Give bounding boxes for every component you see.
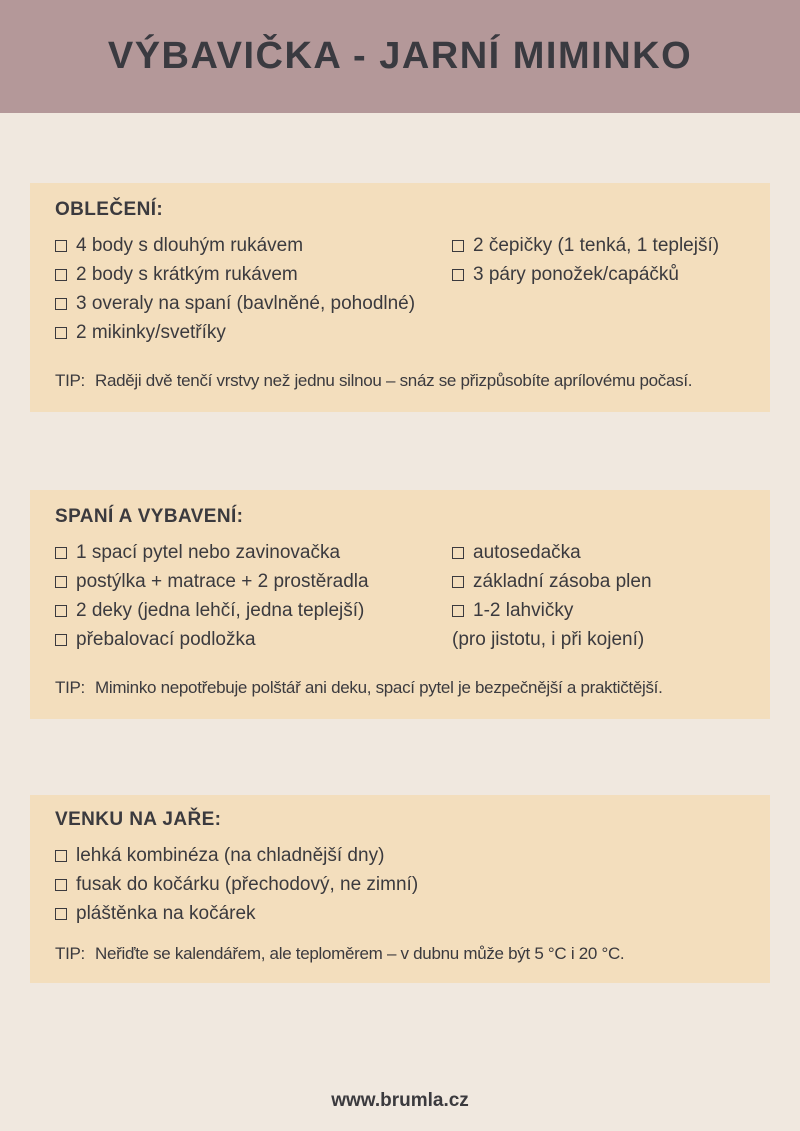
checkbox-icon[interactable] xyxy=(55,634,67,646)
item-label: pláštěnka na kočárek xyxy=(76,903,256,924)
item-label: 2 mikinky/svetříky xyxy=(76,322,226,343)
checkbox-icon[interactable] xyxy=(55,879,67,891)
tip-body: Miminko nepotřebuje polštář ani deku, spací pytel je bezpečnější a praktičtější. xyxy=(94,678,663,697)
item-label: autosedačka xyxy=(473,542,581,563)
page-title: VÝBAVIČKA - JARNÍ MIMINKO xyxy=(107,35,693,77)
section-heading: SPANÍ A VYBAVENÍ: xyxy=(55,506,244,527)
checklist-columns xyxy=(55,538,745,654)
tip-text xyxy=(55,368,745,394)
checklist-item xyxy=(452,231,745,260)
checklist-item xyxy=(55,567,452,596)
section-card-sleep-equipment xyxy=(30,490,770,719)
website-url: www.brumla.cz xyxy=(331,1090,469,1111)
checklist-item xyxy=(55,538,452,567)
tip-label: TIP: xyxy=(55,678,85,697)
checklist-column-right xyxy=(452,538,745,654)
checklist-item xyxy=(55,231,452,260)
item-label: 3 páry ponožek/capáčků xyxy=(473,264,679,285)
checkbox-icon[interactable] xyxy=(55,240,67,252)
section-heading: VENKU NA JAŘE: xyxy=(55,809,222,830)
checklist-item xyxy=(452,596,745,625)
checklist-item xyxy=(452,260,745,289)
checkbox-icon[interactable] xyxy=(55,547,67,559)
checkbox-icon[interactable] xyxy=(452,605,464,617)
checkbox-icon[interactable] xyxy=(55,605,67,617)
checklist-item xyxy=(55,899,452,928)
checkbox-icon[interactable] xyxy=(55,327,67,339)
checklist-item xyxy=(55,841,452,870)
tip-label: TIP: xyxy=(55,944,85,963)
checklist-column-right xyxy=(452,231,745,289)
checklist-item xyxy=(55,260,452,289)
item-label: lehká kombinéza (na chladnější dny) xyxy=(76,845,385,866)
tip-body: Neřiďte se kalendářem, ale teploměrem – v dubnu může být 5 °C i 20 °C. xyxy=(94,944,625,963)
section-heading: OBLEČENÍ: xyxy=(55,199,164,220)
content xyxy=(0,183,800,983)
item-label: základní zásoba plen xyxy=(473,571,652,592)
checkbox-icon[interactable] xyxy=(452,547,464,559)
tip-label: TIP: xyxy=(55,371,85,390)
checklist-item xyxy=(55,625,452,654)
item-note xyxy=(452,625,745,654)
page-header xyxy=(0,0,800,113)
checklist-columns xyxy=(55,841,745,928)
checklist-column-left xyxy=(55,841,452,928)
checkbox-icon[interactable] xyxy=(452,269,464,281)
checkbox-icon[interactable] xyxy=(55,269,67,281)
checkbox-icon[interactable] xyxy=(452,576,464,588)
checklist-item xyxy=(55,870,452,899)
checkbox-icon[interactable] xyxy=(452,240,464,252)
checkbox-icon[interactable] xyxy=(55,576,67,588)
checkbox-icon[interactable] xyxy=(55,298,67,310)
item-label: 2 čepičky (1 tenká, 1 teplejší) xyxy=(473,235,720,256)
item-label: 2 deky (jedna lehčí, jedna teplejší) xyxy=(76,600,365,621)
item-label: 1 spací pytel nebo zavinovačka xyxy=(76,542,341,563)
item-label: přebalovací podložka xyxy=(76,629,256,650)
item-label: 2 body s krátkým rukávem xyxy=(76,264,298,285)
tip-text xyxy=(55,675,745,701)
tip-body: Raději dvě tenčí vrstvy než jednu silnou – snáz se přizpůsobíte aprílovému počasí. xyxy=(94,371,693,390)
note-label: (pro jistotu, i při kojení) xyxy=(452,629,645,650)
section-card-clothing xyxy=(30,183,770,412)
tip-text xyxy=(55,941,745,967)
checklist-item xyxy=(452,538,745,567)
item-label: fusak do kočárku (přechodový, ne zimní) xyxy=(76,874,419,895)
checklist-columns xyxy=(55,231,745,347)
section-card-outdoors xyxy=(30,795,770,983)
checklist-item xyxy=(452,567,745,596)
checklist-item xyxy=(55,289,452,318)
item-label: 3 overaly na spaní (bavlněné, pohodlné) xyxy=(76,293,416,314)
item-label: postýlka + matrace + 2 prostěradla xyxy=(76,571,369,592)
checklist-column-left xyxy=(55,538,452,654)
page-footer xyxy=(0,1088,800,1114)
item-label: 4 body s dlouhým rukávem xyxy=(76,235,304,256)
checklist-item xyxy=(55,596,452,625)
checklist-column-left xyxy=(55,231,452,347)
checklist-item xyxy=(55,318,452,347)
checkbox-icon[interactable] xyxy=(55,908,67,920)
item-label: 1-2 lahvičky xyxy=(473,600,574,621)
checkbox-icon[interactable] xyxy=(55,850,67,862)
